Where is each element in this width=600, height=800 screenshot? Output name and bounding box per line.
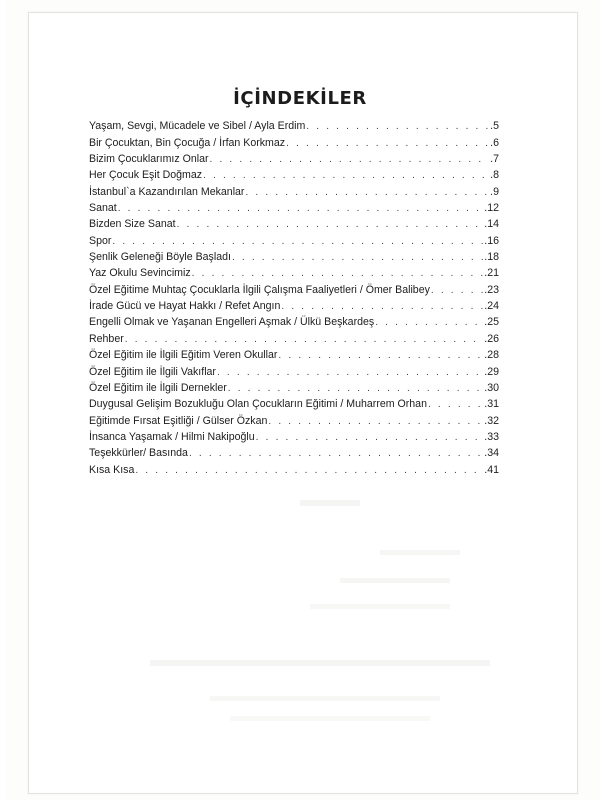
toc-entry-title: Bir Çocuktan, Bin Çocuğa / İrfan Korkmaz bbox=[89, 136, 286, 149]
toc-leader-dots bbox=[135, 464, 483, 477]
toc-entry-page: .29 bbox=[484, 365, 499, 378]
toc-entry bbox=[89, 313, 499, 329]
toc-leader-dots bbox=[112, 235, 483, 248]
toc-entry-page: .41 bbox=[484, 463, 499, 476]
toc-entry bbox=[89, 428, 499, 444]
toc-leader-dots bbox=[278, 349, 483, 362]
toc-entry-title: Şenlik Geleneği Böyle Başladı bbox=[89, 251, 231, 264]
table-of-contents bbox=[89, 117, 499, 477]
toc-leader-dots bbox=[177, 218, 484, 231]
toc-entry-title: Yaşam, Sevgi, Mücadele ve Sibel / Ayla Erdim bbox=[89, 120, 306, 133]
page-title: İÇİNDEKİLER bbox=[233, 88, 367, 110]
toc-leader-dots bbox=[428, 398, 483, 411]
toc-entry bbox=[89, 150, 499, 166]
toc-entry-title: Sanat bbox=[89, 202, 117, 215]
toc-entry-page: .23 bbox=[484, 283, 499, 296]
toc-entry-title: İrade Gücü ve Hayat Hakkı / Refet Angın bbox=[89, 300, 281, 313]
toc-leader-dots bbox=[286, 137, 489, 150]
toc-entry bbox=[89, 329, 499, 345]
toc-entry-title: İstanbul`a Kazandırılan Mekanlar bbox=[89, 185, 245, 198]
toc-entry-page: .25 bbox=[484, 316, 499, 329]
toc-entry-title: Özel Eğitim ile İlgili Eğitim Veren Okullar bbox=[89, 349, 278, 362]
scan-edge bbox=[0, 0, 6, 800]
toc-entry-title: Engelli Olmak ve Yaşanan Engelleri Aşmak / Ülkü Beşkardeş bbox=[89, 316, 375, 329]
toc-entry-page: .31 bbox=[484, 398, 499, 411]
toc-leader-dots bbox=[256, 431, 484, 444]
toc-entry bbox=[89, 346, 499, 362]
toc-entry bbox=[89, 411, 499, 427]
toc-entry-title: Yaz Okulu Sevincimiz bbox=[89, 267, 191, 280]
toc-leader-dots bbox=[228, 382, 484, 395]
toc-leader-dots bbox=[268, 415, 483, 428]
toc-leader-dots bbox=[203, 169, 489, 182]
toc-entry bbox=[89, 166, 499, 182]
toc-entry-page: .28 bbox=[484, 349, 499, 362]
toc-entry-title: Eğitimde Fırsat Eşitliği / Gülser Özkan bbox=[89, 414, 268, 427]
toc-leader-dots bbox=[306, 120, 489, 133]
toc-entry-page: .9 bbox=[490, 185, 499, 198]
toc-entry-title: Kısa Kısa bbox=[89, 463, 135, 476]
toc-entry-page: .16 bbox=[484, 234, 499, 247]
toc-leader-dots bbox=[189, 447, 483, 460]
toc-entry-page: .18 bbox=[484, 251, 499, 264]
toc-entry-page: .30 bbox=[484, 381, 499, 394]
toc-entry bbox=[89, 395, 499, 411]
toc-entry-title: Teşekkürler/ Basında bbox=[89, 447, 188, 460]
toc-leader-dots bbox=[210, 153, 490, 166]
toc-leader-dots bbox=[232, 251, 483, 264]
toc-entry-page: .21 bbox=[484, 267, 499, 280]
toc-entry-title: Spor bbox=[89, 234, 112, 247]
toc-entry-page: .6 bbox=[490, 136, 499, 149]
toc-entry bbox=[89, 280, 499, 296]
toc-entry-title: Bizim Çocuklarımız Onlar bbox=[89, 153, 209, 166]
toc-entry-page: .32 bbox=[484, 414, 499, 427]
toc-leader-dots bbox=[217, 366, 483, 379]
toc-leader-dots bbox=[375, 316, 483, 329]
toc-entry-page: .5 bbox=[490, 120, 499, 133]
toc-entry-page: .8 bbox=[490, 169, 499, 182]
toc-entry-title: Her Çocuk Eşit Doğmaz bbox=[89, 169, 203, 182]
toc-entry-title: Özel Eğitime Muhtaç Çocuklarla İlgili Çalışma Faaliyetleri / Ömer Balibey bbox=[89, 283, 430, 296]
toc-entry bbox=[89, 117, 499, 133]
toc-entry bbox=[89, 231, 499, 247]
toc-leader-dots bbox=[431, 284, 483, 297]
toc-entry-title: İnsanca Yaşamak / Hilmi Nakipoğlu bbox=[89, 430, 255, 443]
toc-entry bbox=[89, 133, 499, 149]
toc-entry-title: Özel Eğitim ile İlgili Vakıflar bbox=[89, 365, 216, 378]
toc-entry bbox=[89, 362, 499, 378]
toc-entry-page: .34 bbox=[484, 447, 499, 460]
toc-entry bbox=[89, 215, 499, 231]
toc-entry bbox=[89, 264, 499, 280]
toc-entry bbox=[89, 460, 499, 476]
toc-entry bbox=[89, 199, 499, 215]
toc-entry-page: .24 bbox=[484, 300, 499, 313]
toc-entry-page: .12 bbox=[484, 202, 499, 215]
toc-entry-title: Özel Eğitim ile İlgili Dernekler bbox=[89, 381, 227, 394]
toc-entry-page: .33 bbox=[484, 430, 499, 443]
toc-entry-page: .14 bbox=[484, 218, 499, 231]
toc-entry bbox=[89, 379, 499, 395]
toc-leader-dots bbox=[192, 267, 484, 280]
toc-entry bbox=[89, 297, 499, 313]
toc-leader-dots bbox=[125, 333, 484, 346]
toc-entry bbox=[89, 182, 499, 198]
toc-entry-title: Bizden Size Sanat bbox=[89, 218, 176, 231]
toc-leader-dots bbox=[118, 202, 484, 215]
toc-leader-dots bbox=[281, 300, 483, 313]
toc-entry bbox=[89, 248, 499, 264]
toc-entry-page: .7 bbox=[490, 153, 499, 166]
toc-entry-page: .26 bbox=[484, 332, 499, 345]
toc-leader-dots bbox=[245, 186, 489, 199]
toc-entry-title: Duygusal Gelişim Bozukluğu Olan Çocukların Eğitimi / Muharrem Orhan bbox=[89, 398, 427, 411]
toc-entry bbox=[89, 444, 499, 460]
toc-entry-title: Rehber bbox=[89, 332, 124, 345]
